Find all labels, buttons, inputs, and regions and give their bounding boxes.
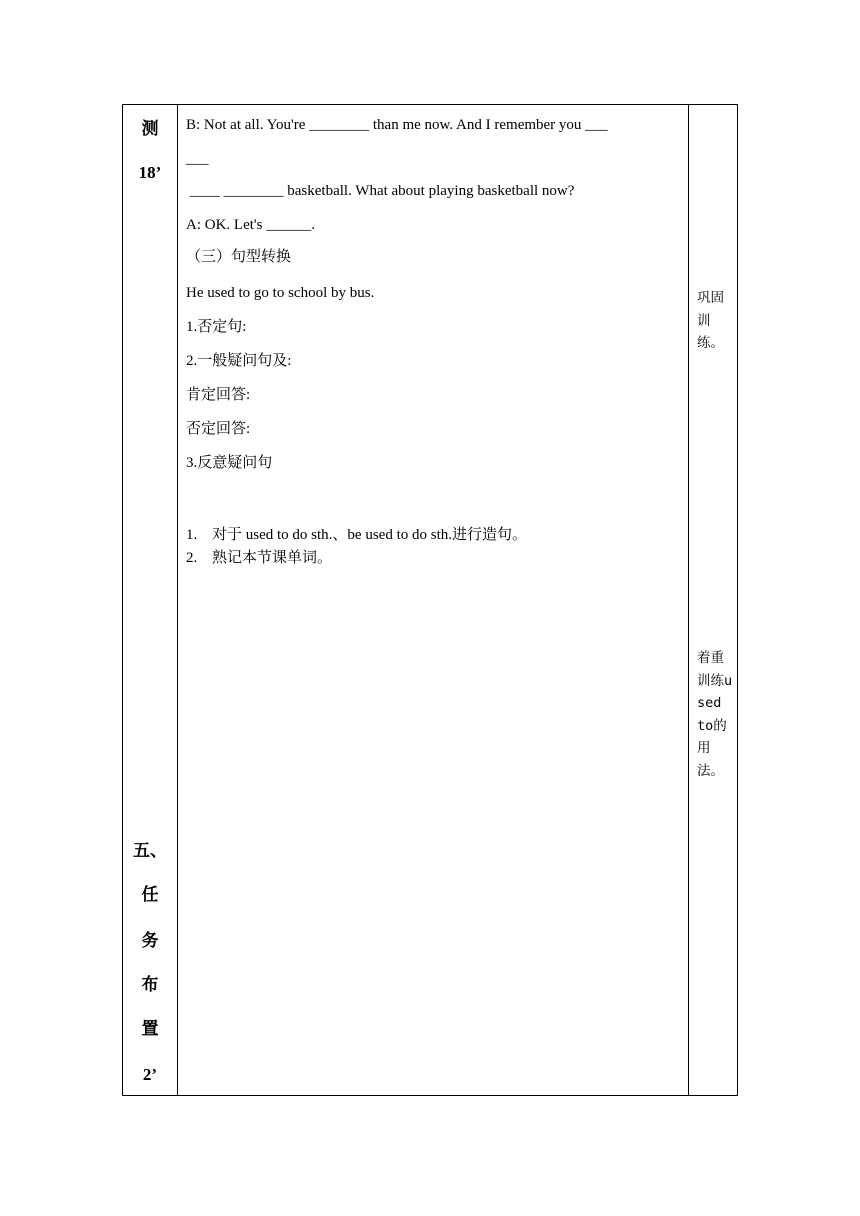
stage-label-char: 布 [141,975,159,994]
lesson-plan-table [122,104,738,1096]
exercise-item: 3.反意疑问句 [186,455,273,471]
section-title: （三）句型转换 [186,249,292,265]
note-focus-training: 着重训练used to的用法。 [697,650,733,779]
exercise-item: 1.否定句: [186,319,247,335]
homework-item [186,548,332,568]
stage-label-char: 五、 [133,841,167,860]
prompt-sentence: He used to go to school by bus. [186,285,375,301]
dialogue-line: ____ ________ basketball. What about playing basketball now? [186,183,575,199]
stage-label-char: 务 [141,931,159,950]
exercise-item: 2.一般疑问句及: [186,353,292,369]
stage-time-homework: 2’ [142,1065,158,1084]
note-consolidation: 巩固训练。 [697,290,724,351]
stage-label-char: 置 [141,1019,159,1038]
stage-label-test: 测 [141,119,159,138]
content-column [178,105,688,1095]
stage-time-test: 18’ [138,163,162,182]
homework-text: 熟记本节课单词。 [212,550,333,566]
dialogue-line: A: OK. Let's ______. [186,217,315,233]
notes-column [689,105,737,1095]
dialogue-line: ___ [186,151,209,167]
dialogue-line: B: Not at all. You're ________ than me now. And I remember you ___ [186,117,608,133]
exercise-item: 肯定回答: [186,387,251,403]
homework-number: 1. [186,527,198,543]
stage-label-char: 任 [141,885,159,904]
homework-text: 对于 used to do sth.、be used to do sth.进行造句。 [212,527,527,543]
exercise-item: 否定回答: [186,421,251,437]
homework-item [186,525,527,545]
homework-number: 2. [186,550,198,566]
stage-column [123,105,177,1095]
